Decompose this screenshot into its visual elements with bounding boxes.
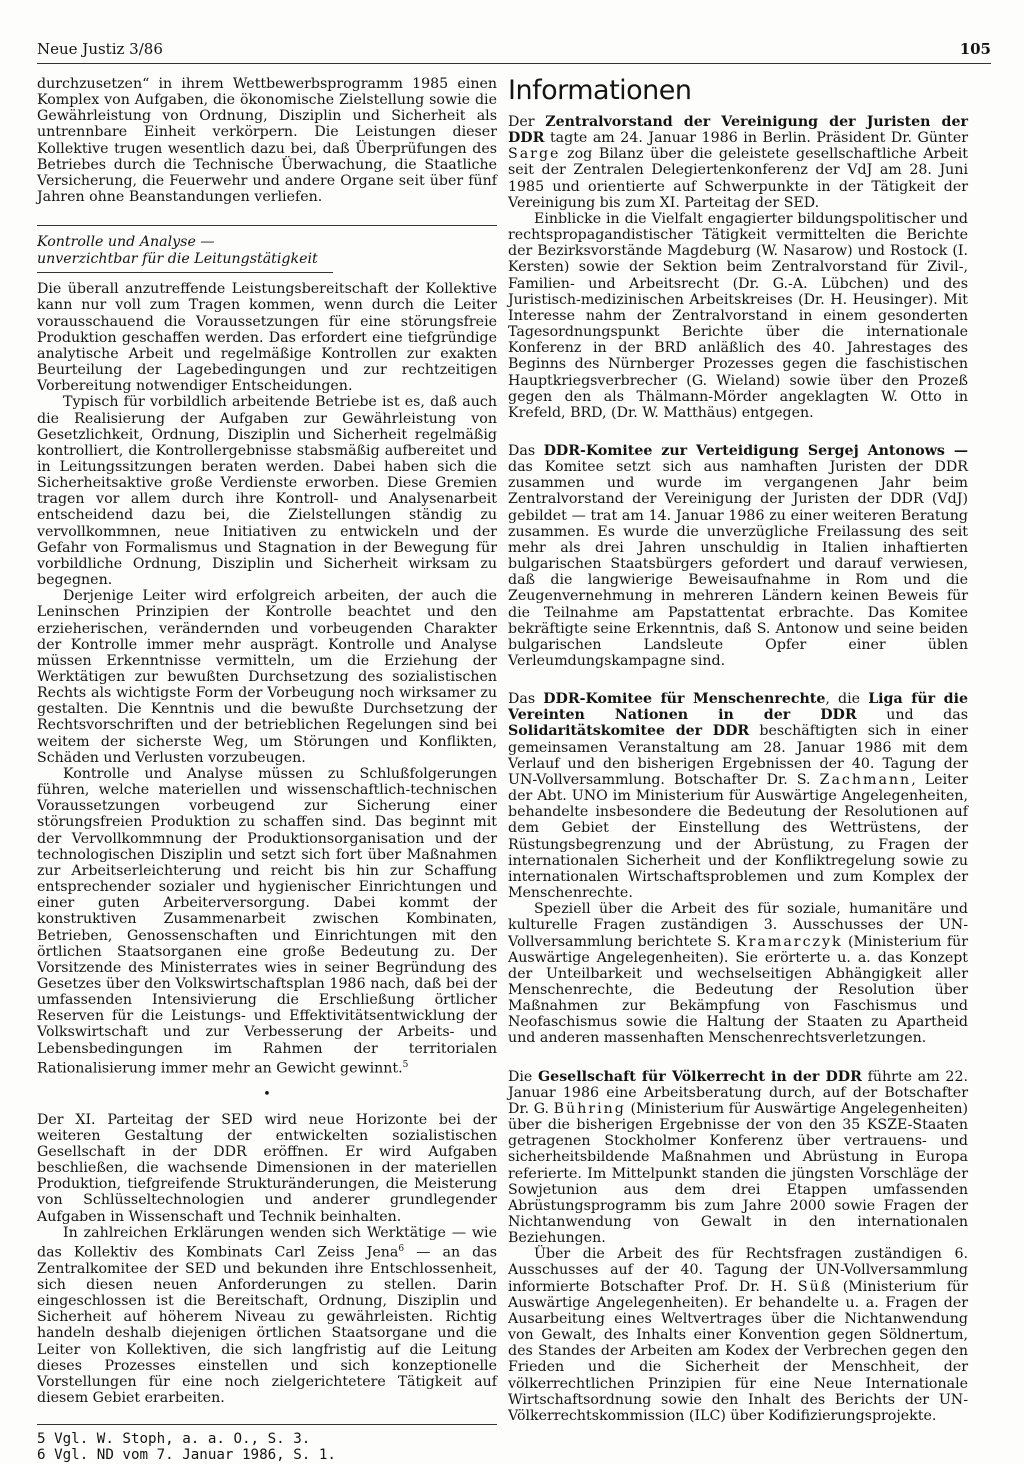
b1-text-a: tagte am 24. Januar 1986 in Berlin. Präsident Dr. Günter bbox=[544, 130, 968, 147]
news-block-1 bbox=[508, 114, 968, 211]
paragraph-4 bbox=[37, 766, 497, 1077]
b3-mid-1: , die bbox=[825, 691, 869, 708]
b4-spaced-name: Bühring bbox=[553, 1100, 626, 1117]
block-gap bbox=[508, 1047, 968, 1069]
b2-text: das Komitee setzt sich aus namhaften Juristen der DDR zusammen und wurde im vergangenen Jahr beim Zentralvorstand der Vereinigung der Juristen der DDR (VdJ) gebildet — trat am 14. Januar 1986 zu einer weiteren Beratung zusammen. Es wurde die unverzügliche Freilassung des seit mehr als drei Jahren unschuldig in Italien inhaftierten bulgarischen Staatsbürgers gefordert und darauf verwiesen, daß die langwierige Beweisaufnahme in Rom und die Zeugenvernehmung in mehreren Ländern keinen Beweis für die Teilnahme am Papstattentat erbrachte. Das Komitee bekräftigte seine Erkenntnis, daß S. Antonow und seine beiden bulgarischen Landsleute Opfer einer üblen Verleumdungskampagne sind. bbox=[508, 459, 968, 669]
news-block-4 bbox=[508, 1069, 968, 1247]
paragraph-1: Die überall anzutreffende Leistungsbereitschaft der Kollektive kann nur voll zum Tragen kommen, wenn durch die Leiter vorausschauend die Voraussetzungen für eine störungsfreie Produktion geschaffen werden. Das erfordert eine tiefgründige analytische Arbeit und regelmäßige Kontrollen zur exakten Beurteilung der Lagebedingungen und zur rechtzeitigen Vorbereitung notwendiger Entscheidungen. bbox=[37, 281, 497, 395]
b3-p2-a: Speziell über die Arbeit des für soziale, humanitäre und kulturelle Fragen zuständigen 3. Ausschusses der UN-Vollversammlung berichtete S. bbox=[508, 901, 968, 950]
b4-text-a: führte am 22. Januar 1986 eine Arbeitsberatung durch, auf der Botschafter Dr. G. bbox=[508, 1068, 968, 1117]
intro-paragraph: durchzusetzen“ in ihrem Wettbewerbsprogramm 1985 einen Komplex von Aufgaben, die ökonomische Zielstellung sowie die Gewährleistung von Ordnung, Disziplin und Sicherheit als untrennbare Einheit verkörpern. Die Leistungen dieser Kollektive trugen wesentlich dazu bei, daß Überprüfungen des Betriebes durch die Technische Überwachung, die Staatliche Versicherung, die Feuerwehr und andere Organe seit über fünf Jahren ohne Beanstandungen verliefen. bbox=[37, 76, 497, 206]
paragraph-6 bbox=[37, 1225, 497, 1406]
news-block-3-p2 bbox=[508, 901, 968, 1046]
b3-lead-pre: Das bbox=[508, 691, 544, 708]
paragraph-2: Typisch für vorbildlich arbeitende Betriebe ist es, daß auch die Realisierung der Aufgaben zur Gewährleistung von Gesetzlichkeit, Ordnung, Disziplin und Sicherheit regelmäßig kontrolliert, die Kontrollergebnisse stabsmäßig aufbereitet und in Leitungssitzungen beraten werden. Dabei haben sich die Sicherheitsaktive große Verdienste erworben. Diese Gremien tragen vor allem durch ihre Kontroll- und Analysenarbeit entscheidend dazu bei, die Zielstellungen ständig zu vervollkommnen, neue Initiativen zu entwickeln und der Gefahr von Formalismus und Stagnation in der Bewegung für vorbildliche Ordnung, Disziplin und Sicherheit wirksam zu begegnen. bbox=[37, 394, 497, 589]
right-column bbox=[508, 76, 968, 1424]
block-gap bbox=[508, 669, 968, 691]
b3-lead-bold-3: Solidaritätskomitee der DDR bbox=[508, 723, 750, 740]
b4-lead-pre: Die bbox=[508, 1068, 539, 1085]
b4-lead-bold: Gesellschaft für Völkerrecht in der DDR bbox=[538, 1068, 862, 1085]
header-rule bbox=[37, 63, 991, 64]
section-separator: • bbox=[263, 1086, 271, 1102]
journal-title: Neue Justiz 3/86 bbox=[37, 40, 163, 58]
news-block-2 bbox=[508, 443, 968, 669]
news-block-4-p2 bbox=[508, 1246, 968, 1424]
b3-lead-bold-2: Liga für die Vereinten Nationen in der DDR bbox=[508, 691, 969, 724]
paragraph-6-text-a: In zahlreichen Erklärungen wenden sich Werktätige — wie das Kollektiv des Kombinats Carl Zeiss Jena bbox=[37, 1224, 497, 1261]
section-title: Informationen bbox=[508, 75, 692, 106]
page-number: 105 bbox=[959, 40, 991, 58]
block-gap bbox=[508, 421, 968, 443]
b1-lead-pre: Der bbox=[508, 114, 546, 130]
footnote-ref-5: 5 bbox=[402, 1059, 409, 1070]
b3-p2-spaced-name: Kramarczyk bbox=[736, 933, 843, 950]
left-column bbox=[37, 76, 497, 1464]
b4-text-b: (Ministerium für Auswärtige Angelegenheiten) über die bisherigen Ergebnisse der von den 35 KSZE-Staaten getragenen Stockholmer Konferenz über vertrauens- und sicherheitsbildende Maßnahmen und Abrüstung in Europa referierte. Im Mittelpunkt standen die jüngsten Vorschläge der Sowjetunion aus dem drei Etappen umfassenden Abrüstungsprogramm bis zum Jahre 2000 sowie Fragen der Nichtanwendung von Gewalt in den internationalen Beziehungen. bbox=[508, 1100, 968, 1247]
footnote-6: 6 Vgl. ND vom 7. Januar 1986, S. 1. bbox=[37, 1447, 336, 1464]
paragraph-5: Der XI. Parteitag der SED wird neue Horizonte bei der weiteren Gestaltung der entwickelten sozialistischen Gesellschaft in der DDR eröffnen. Er wird Aufgaben beschließen, die wachsende Dimensionen in der materiellen Produktion, tiefgreifende Strukturänderungen, die Meisterung von Schlüsseltechnologien und anderer grundlegender Aufgaben in Wissenschaft und Technik beinhalten. bbox=[37, 1111, 497, 1225]
subheading bbox=[37, 234, 333, 273]
b1-lead-bold: Zentralvorstand der Vereinigung der Juristen der DDR bbox=[508, 114, 968, 147]
b4-p2-a: Über die Arbeit des für Rechtsfragen zuständigen 6. Ausschusses auf der 40. Tagung der UN-Vollversammlung informierte Botschafter Prof. Dr. H. bbox=[508, 1246, 968, 1295]
b3-p2-b: (Ministerium für Auswärtige Angelegenheiten). Sie erörterte u. a. das Konzept der Unteilbarkeit und wechselseitigen Abhängigkeit aller Menschenrechte, die Bedeutung der Resolution über Maßnahmen zur Bekämpfung von Faschismus und Neofaschismus sowie die Haltung der Staaten zu Apartheid und anderen massenhaften Menschenrechtsverletzungen. bbox=[508, 933, 968, 1047]
b3-text-a: beschäftigten sich in einer gemeinsamen Veranstaltung am 28. Januar 1986 mit dem Verlauf und den bisherigen Ergebnissen der 40. Tagung der UN-Vollversammlung. Botschafter Dr. S. bbox=[508, 723, 968, 788]
subheading-line1: Kontrolle und Analyse — bbox=[37, 234, 215, 251]
news-block-3 bbox=[508, 691, 968, 901]
b3-lead-bold-1: DDR-Komitee für Menschenrechte bbox=[543, 691, 826, 708]
footnote-ref-6: 6 bbox=[398, 1243, 405, 1254]
b3-spaced-name: Zachmann bbox=[819, 771, 912, 788]
b2-lead-bold: DDR-Komitee zur Verteidigung Sergej Antonows — bbox=[543, 442, 969, 459]
subheading-line2: unverzichtbar für die Leitungstätigkeit bbox=[37, 250, 318, 267]
news-block-1-p2: Einblicke in die Vielfalt engagierter bildungspolitischer und rechtspropagandistischer Tätigkeit vermittelten die Berichte der Bezirksvorstände Magdeburg (W. Nasarow) und Rostock (I. Kersten) sowie der Sektion beim Zentralvorstand für Zivil-, Familien- und Arbeitsrecht (Dr. G.-A. Lübchen) und des Juristisch-medizinischen Arbeitskreises (Dr. H. Heusinger). Mit Interesse nahm der Zentralvorstand in einem gesonderten Tagesordnungspunkt Berichte über die internationale Konferenz in der BRD anläßlich des 40. Jahrestages des Beginns des Nürnberger Prozesses gegen die faschistischen Hauptkriegsverbrecher (G. Wieland) sowie über den Prozeß gegen den als Thälmann-Mörder angeklagten W. Otto in Krefeld, BRD, (Dr. W. Matthäus) entgegen. bbox=[508, 210, 968, 421]
paragraph-4-text: Kontrolle und Analyse müssen zu Schlußfolgerungen führen, welche materiellen und wissenschaftlich-technischen Voraussetzungen vorbeugend zur Sicherung einer störungsfreien Produktion zu schaffen sind. Das beginnt mit der Vervollkommnung der Produktionsorganisation und der technologischen Disziplin und setzt sich fort über Maßnahmen zur Arbeitserleichterung und reicht bis hin zur Schaffung entsprechender sozialer und hygienischer Einrichtungen und einer guten Arbeiterversorgung. Dabei kommt der konstruktiven Zusammenarbeit zwischen Kombinaten, Betrieben, Genossenschaften und Einrichtungen mit den örtlichen Staatsorganen eine große Bedeutung zu. Der Vorsitzende des Ministerrates wies in seiner Begründung des Gesetzes über den Volkswirtschaftsplan 1986 nach, daß bei der umfassenden Intensivierung die Erschließung örtlicher Reserven für die Leistungs- und Effektivitätsentwicklung der Volkswirtschaft und zur Verbesserung der Arbeits- und Lebensbedingungen im Rahmen der territorialen Rationalisierung immer mehr an Gewicht gewinnt. bbox=[37, 765, 497, 1077]
b2-lead-pre: Das bbox=[508, 442, 544, 459]
b4-p2-b: (Ministerium für Auswärtige Angelegenheiten). Er behandelte u. a. Fragen der Ausarbeitung eines Weltvertrages über die Nichtanwendung von Gewalt, des Inhalts einer Konvention gegen Söldnertum, des Standes der Arbeiten am Kodex der Verbrechen gegen den Frieden und die Sicherheit der Menschheit, der völkerrechtlichen Prinzipien für eine Neue Internationale Wirtschaftsordnung sowie den Inhalt des Berichts der UN-Völkerrechtskommission (ILC) über Kodifizierungsprojekte. bbox=[508, 1278, 968, 1424]
b3-mid-2: und das bbox=[856, 707, 968, 724]
section-divider bbox=[37, 225, 497, 226]
b1-spaced-name: Sarge bbox=[508, 146, 561, 163]
b1-text-b: zog Bilanz über die geleistete gesellschaftliche Arbeit seit der Zentralen Delegiertenkonferenz der VdJ am 28. Juni 1985 und orientierte auf Schwerpunkte in der Tätigkeit der Vereinigung bis zum XI. Parteitag der SED. bbox=[508, 146, 968, 211]
b4-p2-spaced-name: Süß bbox=[797, 1278, 833, 1295]
b3-text-b: , Leiter der Abt. UNO im Ministerium für Auswärtige Angelegenheiten, behandelte insbesondere die Bedeutung der Resolutionen auf dem Gebiet der Einstellung des Wettrüstens, der Rüstungsbegrenzung und der Abrüstung, zu Fragen der internationalen Sicherheit und der Konfliktregelung sowie zu internationalen Wirtschaftsproblemen und zum Komplex der Menschenrechte. bbox=[508, 771, 968, 902]
paragraph-6-text-b: — an das Zentralkomitee der SED und bekunden ihre Entschlossenheit, sich diesen neuen Anforderungen zu stellen. Darin eingeschlossen ist die Bereitschaft, Ordnung, Disziplin und Sicherheit auf höherem Niveau zu gewährleisten. Richtig handeln deshalb diejenigen örtlichen Staatsorgane und die Leiter von Kollektiven, die sich langfristig auf die Leitung dieses Prozesses einstellen und sich konzeptionelle Vorstellungen für eine noch zielgerichtetere Tätigkeit auf diesem Gebiet erarbeiten. bbox=[37, 1244, 498, 1407]
footnote-rule bbox=[37, 1424, 497, 1425]
paragraph-3: Derjenige Leiter wird erfolgreich arbeiten, der auch die Leninschen Prinzipien der Kontrolle beachtet und den erzieherischen, verändernden und vorbeugenden Charakter der Kontrolle immer mehr ausprägt. Kontrolle und Analyse müssen Erkenntnisse vermitteln, um die Erziehung der Werktätigen zur bewußten Durchsetzung des sozialistischen Rechts als wichtigste Form der Vorbeugung noch wirksamer zu gestalten. Die Kenntnis und die bewußte Durchsetzung der Rechtsvorschriften und der betrieblichen Regelungen sind bei weitem der sicherste Weg, um Störungen und Konflikten, Schäden und Verlusten vorzubeugen. bbox=[37, 588, 497, 766]
footnote-5: 5 Vgl. W. Stoph, a. a. O., S. 3. bbox=[37, 1431, 311, 1448]
